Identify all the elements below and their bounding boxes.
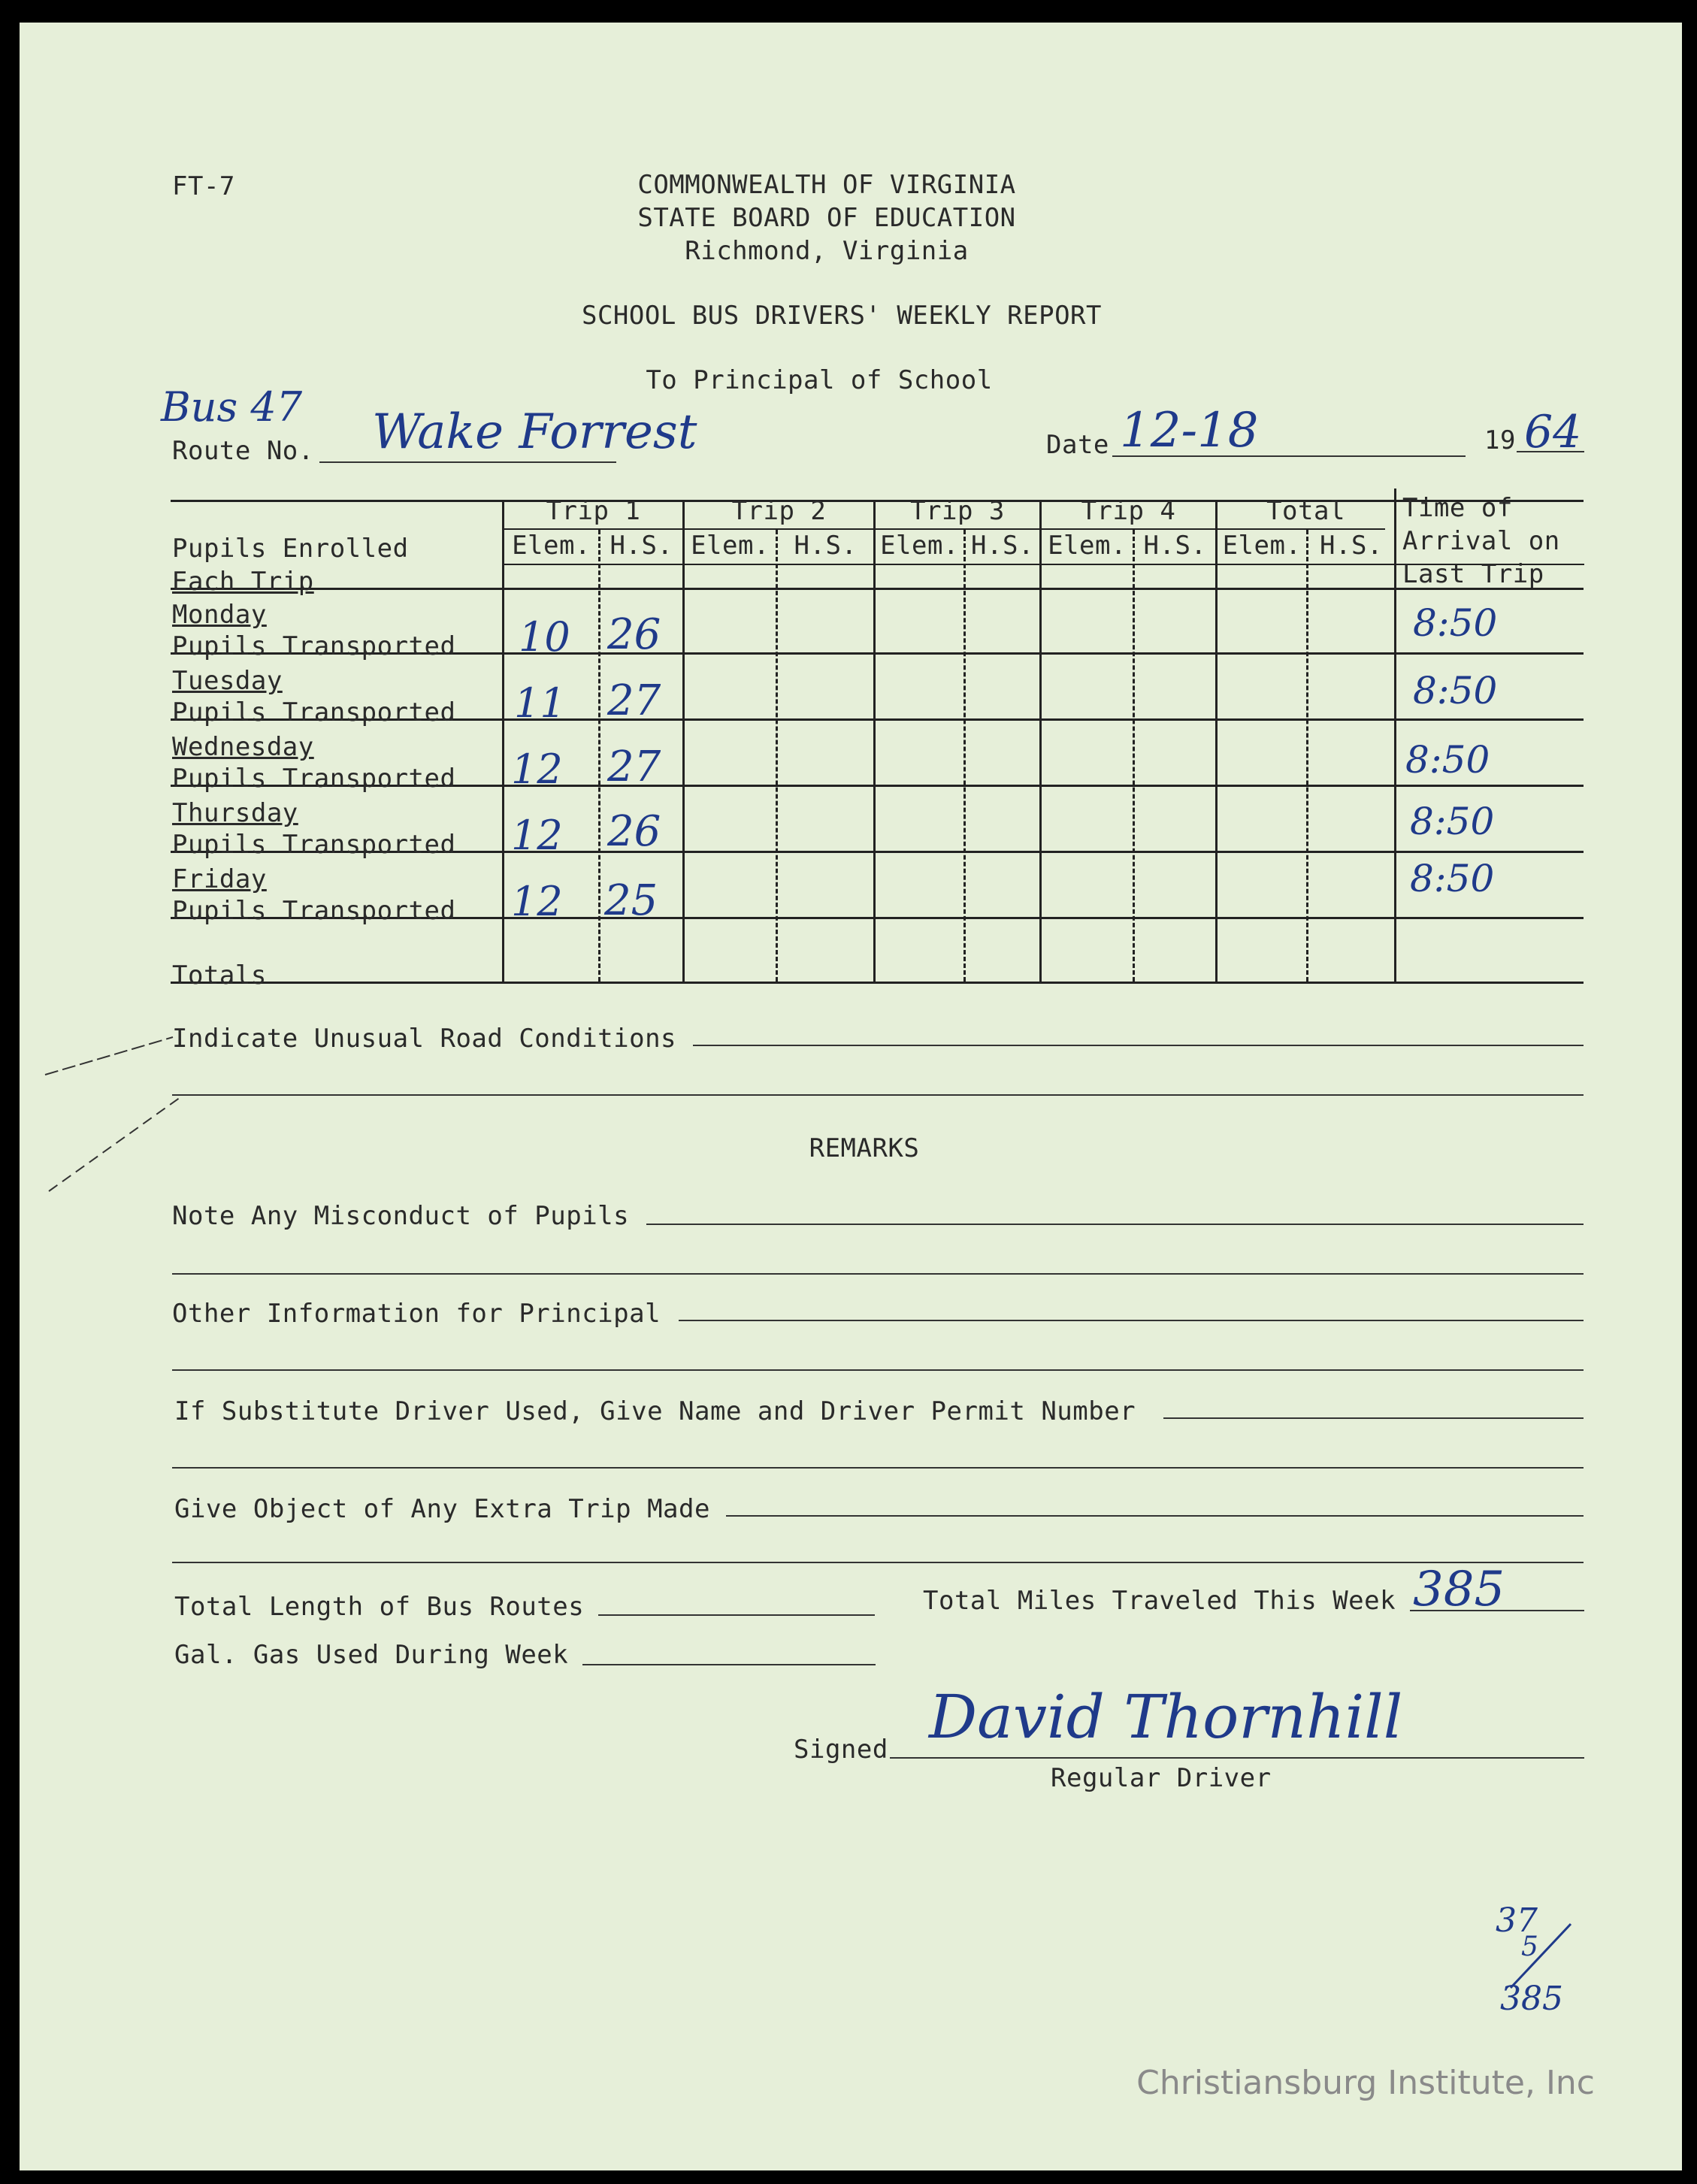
thursday-hs: 26 (607, 807, 661, 856)
margin-calc-stroke (1503, 1924, 1586, 1992)
tuesday-time: 8:50 (1413, 669, 1498, 712)
header-total: Total (1266, 496, 1345, 526)
totals-label: Totals (172, 960, 267, 991)
form-page (20, 23, 1682, 2170)
col-line-trip3 (873, 500, 876, 982)
substitute-line (1163, 1417, 1584, 1419)
monday-time: 8:50 (1413, 601, 1498, 645)
enrolled-label: Pupils Enrolled (172, 534, 409, 564)
extra-trip-line (726, 1515, 1584, 1517)
transported-label: Pupils Transported (172, 697, 456, 727)
margin-calc: 5 (1521, 1931, 1538, 1962)
friday-time: 8:50 (1410, 857, 1495, 900)
road-conditions-label: Indicate Unusual Road Conditions (172, 1024, 677, 1054)
to-principal-line: To Principal of School (646, 365, 993, 395)
route-label: Route No. (172, 436, 314, 466)
date-value: 12-18 (1120, 403, 1259, 458)
report-title: SCHOOL BUS DRIVERS' WEEKLY REPORT (581, 301, 1102, 331)
friday-hs: 25 (604, 876, 658, 925)
header-city: Richmond, Virginia (685, 236, 969, 266)
road-conditions-line (693, 1045, 1584, 1046)
day-label: Tuesday (172, 666, 283, 696)
subheader-hs: H.S. (610, 531, 673, 561)
friday-elem: 12 (511, 878, 563, 925)
header-trip-4: Trip 4 (1081, 496, 1176, 526)
trip-header-divider (502, 528, 1385, 530)
margin-calc: 385 (1500, 1980, 1563, 2018)
transported-label: Pupils Transported (172, 764, 456, 794)
time-header: Last Trip (1402, 559, 1544, 589)
enrolled-label: Each Trip (172, 567, 314, 597)
subheader-elem: Elem. (880, 531, 959, 561)
route-length-label: Total Length of Bus Routes (174, 1592, 585, 1622)
margin-pencil-marks (45, 1030, 195, 1202)
miles-label: Total Miles Traveled This Week (923, 1586, 1396, 1616)
day-label: Friday (172, 864, 267, 894)
subheader-elem: Elem. (691, 531, 770, 561)
wednesday-elem: 12 (511, 746, 563, 793)
subheader-hs: H.S. (1143, 531, 1207, 561)
road-conditions-line-2 (172, 1094, 1584, 1096)
row-line-totals (171, 982, 1584, 984)
header-trip-2: Trip 2 (731, 496, 827, 526)
year-prefix: 19 (1484, 425, 1516, 455)
date-label: Date (1046, 430, 1109, 460)
transported-label: Pupils Transported (172, 830, 456, 860)
substitute-line-2 (172, 1467, 1584, 1469)
col-line-trip4 (1039, 500, 1042, 982)
subheader-hs: H.S. (1320, 531, 1383, 561)
other-info-line-2 (172, 1369, 1584, 1371)
other-info-line (679, 1320, 1584, 1321)
transported-label: Pupils Transported (172, 631, 456, 661)
other-info-label: Other Information for Principal (172, 1299, 661, 1329)
form-code: FT-7 (172, 171, 235, 201)
thursday-time: 8:50 (1410, 800, 1495, 843)
header-board: STATE BOARD OF EDUCATION (637, 203, 1016, 233)
time-header: Time of (1402, 493, 1513, 523)
col-line-time (1394, 489, 1396, 982)
thursday-elem: 12 (511, 812, 563, 859)
header-commonwealth: COMMONWEALTH OF VIRGINIA (637, 170, 1016, 200)
miles-value: 385 (1413, 1562, 1505, 1617)
wednesday-hs: 27 (607, 743, 661, 791)
wednesday-time: 8:50 (1405, 738, 1490, 782)
subheader-elem: Elem. (1048, 531, 1127, 561)
tuesday-elem: 11 (514, 679, 566, 727)
signed-label: Signed (794, 1735, 888, 1765)
regular-driver-label: Regular Driver (1051, 1763, 1272, 1793)
subheader-elem: Elem. (512, 531, 591, 561)
driver-signature: David Thornhill (929, 1682, 1403, 1752)
header-trip-3: Trip 3 (910, 496, 1005, 526)
route-underline (319, 461, 616, 463)
substitute-label: If Substitute Driver Used, Give Name and Driver Permit Number (174, 1396, 1136, 1426)
watermark: Christiansburg Institute, Inc (1136, 2064, 1595, 2102)
extra-trip-label: Give Object of Any Extra Trip Made (174, 1494, 710, 1524)
monday-elem: 10 (519, 613, 570, 661)
gas-label: Gal. Gas Used During Week (174, 1640, 569, 1670)
day-label: Monday (172, 600, 267, 630)
header-trip-1: Trip 1 (546, 496, 641, 526)
route-length-line (598, 1614, 875, 1616)
col-line-total (1215, 500, 1218, 982)
col-line-trip2 (682, 500, 685, 982)
row-line-header (171, 588, 1584, 590)
route-value: Wake Forrest (372, 404, 697, 460)
subheader-hs: H.S. (794, 531, 858, 561)
time-header: Arrival on (1402, 526, 1560, 556)
misconduct-line (646, 1224, 1584, 1225)
monday-hs: 26 (607, 610, 661, 659)
day-label: Thursday (172, 798, 298, 828)
misconduct-line-2 (172, 1273, 1584, 1275)
margin-calc: 37 (1496, 1901, 1538, 1940)
col-line-trip1 (502, 500, 504, 982)
remarks-title: REMARKS (809, 1133, 920, 1163)
subheader-hs: H.S. (971, 531, 1034, 561)
year-value: 64 (1524, 406, 1582, 458)
tuesday-hs: 27 (607, 676, 661, 725)
gas-line (582, 1664, 876, 1665)
signature-line (890, 1757, 1584, 1759)
day-label: Wednesday (172, 732, 314, 762)
misconduct-label: Note Any Misconduct of Pupils (172, 1201, 630, 1231)
transported-label: Pupils Transported (172, 896, 456, 926)
extra-trip-line-2 (172, 1562, 1584, 1563)
subheader-elem: Elem. (1222, 531, 1302, 561)
bus-number-note: Bus 47 (161, 383, 303, 431)
